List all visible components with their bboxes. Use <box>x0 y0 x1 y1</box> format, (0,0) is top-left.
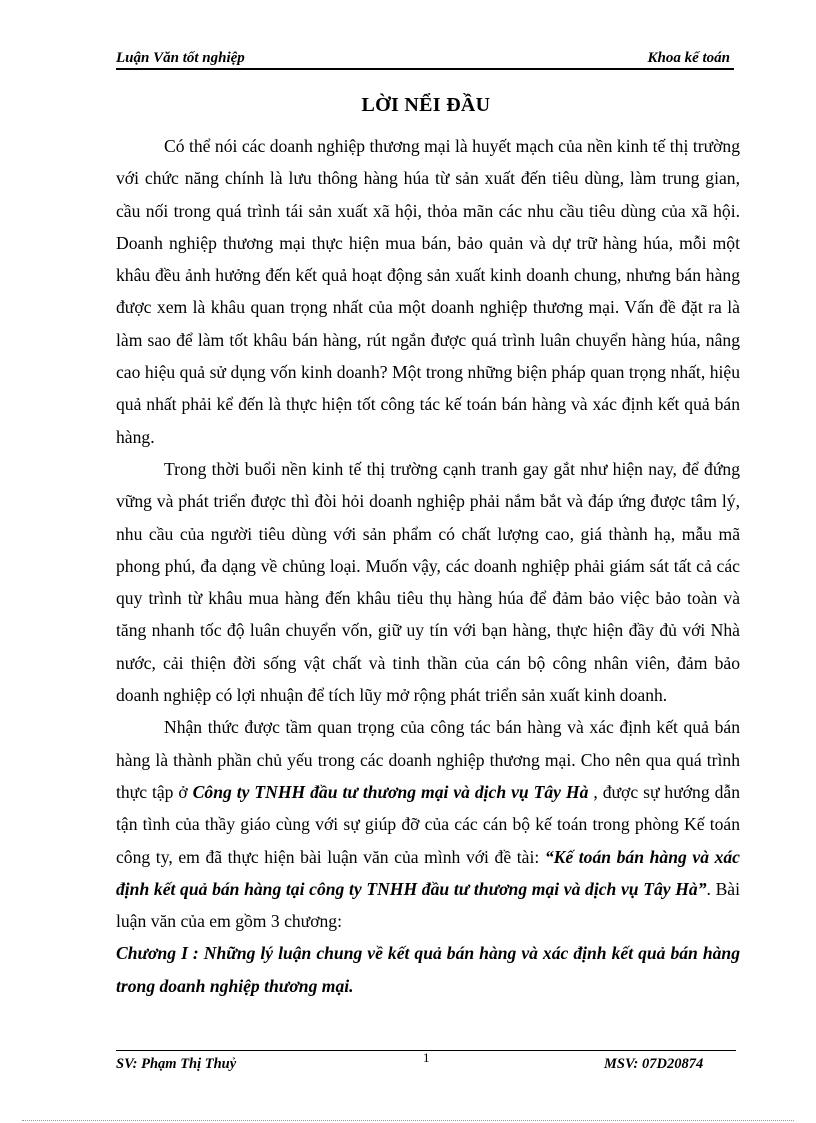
paragraph-2: Trong thời buổi nền kinh tế thị trường cạnh tranh gay gắt như hiện nay, để đứng vững và phát triển được thì đòi hỏi doanh nghiệp phải nắm bắt và đáp ứng được tâm lý, nhu cầu của người tiêu dùng với sản phẩm có chất lượng cao, giá thành hạ, mẫu mã phong phú, đa dạng về chủng loại. Muốn vậy, các doanh nghiệp phải giám sát tất cả các quy trình từ khâu mua hàng đến khâu tiêu thụ hàng húa để đảm bảo việc bảo toàn và tăng nhanh tốc độ luân chuyển vốn, giữ uy tín với bạn hàng, thực hiện đầy đủ với Nhà nước, cải thiện đời sống vật chất và tinh thần của cán bộ công nhân viên, đảm bảo doanh nghiệp có lợi nhuận để tích lũy mở rộng phát triển sản xuất kinh doanh. <box>116 458 740 706</box>
paragraph-3-text-b: , được sự hướng dẫn tận tình của thầy giáo cùng với sự giúp đỡ của các cán bộ kế toán trong phòng Kế toán công ty, em đã thực hiện bài luận văn của mình với đề tài: <box>116 781 740 867</box>
header-left-text: Luận Văn tốt nghiệp <box>116 50 245 66</box>
page-bottom-dotted-line <box>22 1120 794 1121</box>
paragraph-3 <box>116 711 740 937</box>
chapter-1-heading: Chương I : Những lý luận chung về kết quả bán hàng và xác định kết quả bán hàng trong doanh nghiệp thương mại. <box>116 943 740 996</box>
footer-student: SV: Phạm Thị Thuỷ <box>116 1056 237 1072</box>
company-name: Công ty TNHH đầu tư thương mại và dịch vụ Tây Hà <box>192 781 589 802</box>
paragraph-3-text-a: Nhận thức được tầm quan trọng của công tác bán hàng và xác định kết quả bán hàng là thành phần chủ yếu trong các doanh nghiệp thương mại. Cho nên qua quá trình thực tập ở <box>116 717 740 802</box>
paragraph-3-text-c: . Bài luận văn của em gồm 3 chương: <box>116 878 740 932</box>
document-body <box>116 130 740 1002</box>
page-header <box>116 48 734 70</box>
header-right-text: Khoa kế toán <box>647 50 730 66</box>
footer-student-id: MSV: 07D20874 <box>604 1056 704 1072</box>
document-title: LỜI NỂI ĐẦU <box>361 94 491 116</box>
page-number: 1 <box>423 1050 430 1065</box>
thesis-topic: “Kế toán bán hàng và xác định kết quả bán hàng tại công ty TNHH đầu tư thương mại và dịch vụ Tây Hà” <box>116 846 740 899</box>
paragraph-1: Có thể nói các doanh nghiệp thương mại là huyết mạch của nền kinh tế thị trường với chức năng chính là lưu thông hàng húa từ sản xuất đến tiêu dùng, làm trung gian, cầu nối trong quá trình tái sản xuất xã hội, thỏa mãn các nhu cầu tiêu dùng của xã hội. Doanh nghiệp thương mại thực hiện mua bán, bảo quản và dự trữ hàng húa, mỗi một khâu đều ảnh hưởng đến kết quả hoạt động sản xuất kinh doanh chung, nhưng bán hàng được xem là khâu quan trọng nhất của một doanh nghiệp thương mại. Vấn đề đặt ra là làm sao để làm tốt khâu bán hàng, rút ngắn được quá trình luân chuyển hàng húa, nâng cao hiệu quả sử dụng vốn kinh doanh? Một trong những biện pháp quan trọng nhất, hiệu quả nhất phải kể đến là thực hiện tốt công tác kế toán bán hàng và xác định kết quả bán hàng. <box>116 136 740 447</box>
